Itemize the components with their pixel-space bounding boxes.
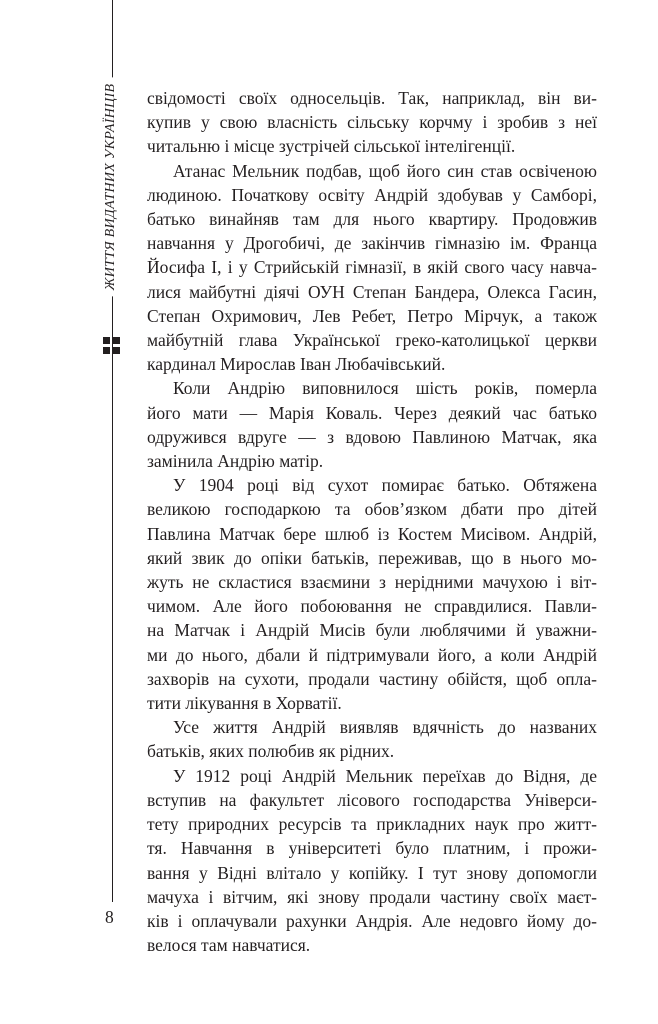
text-line: вступив на факультет лісового господарства Універси- <box>147 789 597 810</box>
text-line: купив у свою власність сільську корчму і зробив з неї <box>147 112 597 133</box>
text-line: на Матчак і Андрій Мисів були люблячими й уважни- <box>147 620 597 641</box>
text-line: Усе життя Андрій виявляв вдячність до названих <box>173 717 597 738</box>
text-line: замінила Андрію матір. <box>147 451 324 472</box>
text-line: мачуха і вітчим, які знову продали частину своїх маєт- <box>147 886 597 907</box>
text-line: читальню і місце зустрічей сільської інтелігенції. <box>147 136 516 157</box>
text-line: У 1904 році від сухот помирає батько. Обтяжена <box>173 475 597 496</box>
text-line: який звик до опіки батьків, переживав, що в нього мо- <box>147 547 597 568</box>
text-line: одружився вдруге — з вдовою Павлиною Матчак, яка <box>147 426 597 447</box>
text-line: Коли Андрію виповнилося шість років, померла <box>173 378 597 399</box>
text-line: тити лікування в Хорватії. <box>147 693 342 714</box>
page-number: 8 <box>105 907 114 927</box>
text-line: кардинал Мирослав Іван Любачівський. <box>147 354 446 375</box>
text-line: свідомості своїх односельців. Так, наприклад, він ви- <box>147 88 597 108</box>
text-line: захворів на сухоти, продали частину обійстя, щоб опла- <box>147 668 597 689</box>
text-line: людиною. Початкову освіту Андрій здобував у Самборі, <box>147 184 597 205</box>
text-line: У 1912 році Андрій Мельник переїхав до Відня, де <box>173 765 597 786</box>
text-line: навчання у Дрогобичі, де закінчив гімназію ім. Франца <box>147 233 597 254</box>
text-line: лися майбутні діячі ОУН Степан Бандера, Олекса Гасин, <box>147 281 597 302</box>
text-line: велося там навчатися. <box>147 935 311 956</box>
text-line: тету природних ресурсів та прикладних наук про житт- <box>147 814 597 835</box>
text-line: майбутній глава Української греко-католицької церкви <box>147 330 597 351</box>
ornament-squares <box>103 337 121 355</box>
text-line: жуть не скластися взаємини з нерідними мачухою і віт- <box>147 572 597 593</box>
text-line: Атанас Мельник подбав, щоб його син став освіченою <box>173 160 597 181</box>
body-text <box>147 86 597 957</box>
text-line: його мати — Марія Коваль. Через деякий час батько <box>147 402 597 423</box>
text-line: тя. Навчання в університеті було платним, і прожи- <box>147 838 597 859</box>
text-line: ків і оплачували рахунки Андрія. Але недовго йому до- <box>147 910 597 931</box>
running-head: ЖИТТЯ ВИДАТНИХ УКРАЇНЦІВ <box>103 78 119 297</box>
text-line: Степан Охримович, Лев Ребет, Петро Мірчук, а також <box>147 305 597 326</box>
text-line: чимом. Але його побоювання не справдилися. Павли- <box>147 596 597 617</box>
text-line: Павлина Матчак бере шлюб із Костем Мисівом. Андрій, <box>147 523 597 544</box>
text-line: Йосифа I, і у Стрийській гімназії, в якій свого часу навча- <box>147 257 597 278</box>
text-line: вання у Відні влітало у копійку. І тут знову допомогли <box>147 862 597 883</box>
text-line: ми до нього, дбали й підтримували його, а коли Андрій <box>147 644 597 665</box>
text-line: батько винайняв там для нього квартиру. Продовжив <box>147 209 597 230</box>
text-line: великою господаркою та обов’язком дбати про дітей <box>147 499 597 520</box>
text-line: батьків, яких полюбив як рідних. <box>147 741 395 762</box>
